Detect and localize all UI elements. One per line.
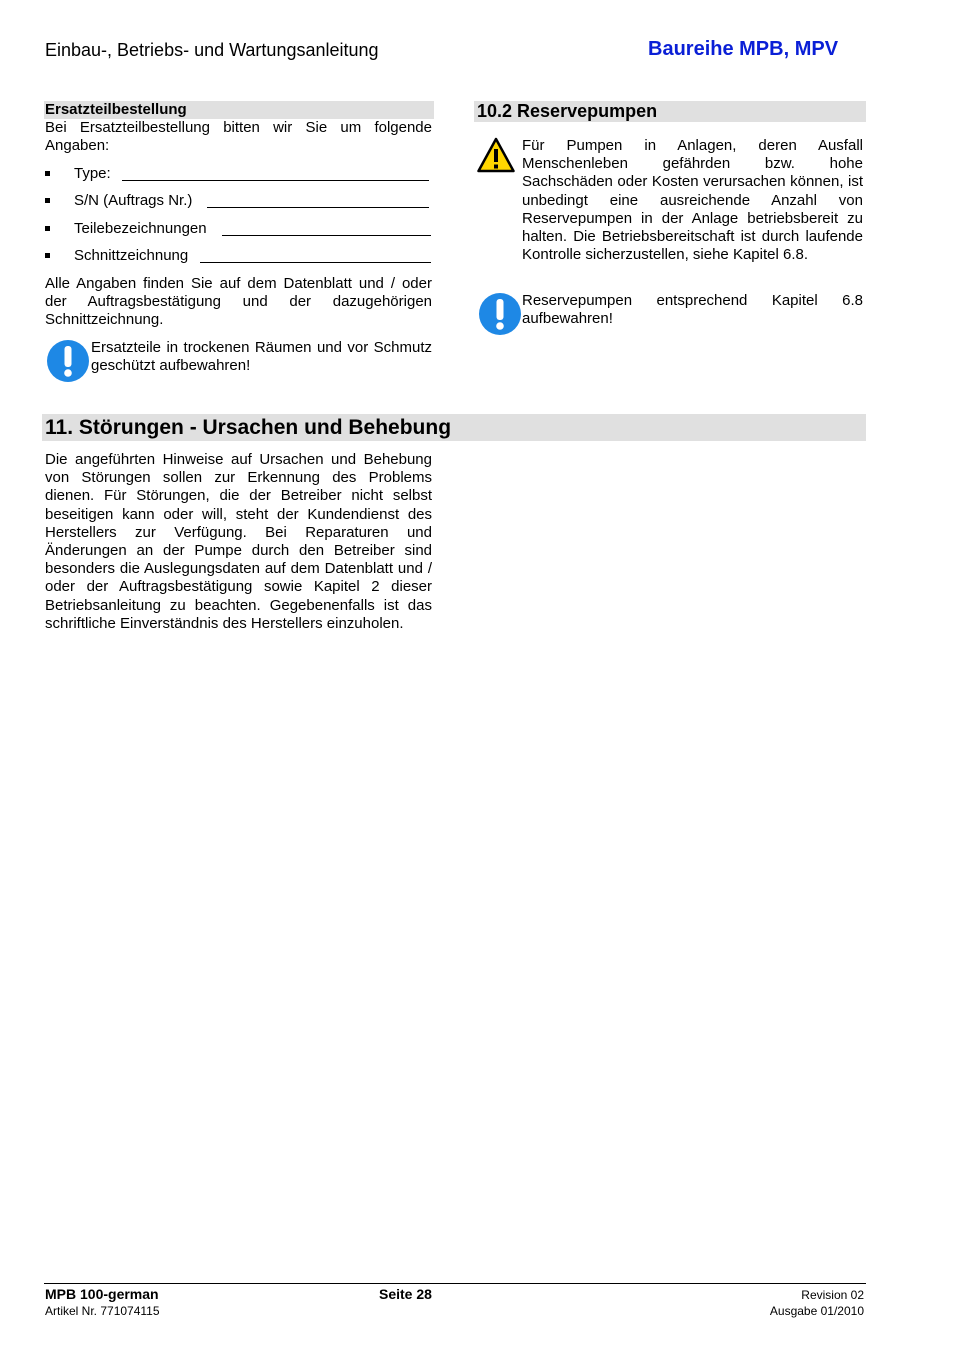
list-item bbox=[45, 165, 435, 185]
fill-in-line bbox=[207, 207, 429, 208]
footer-edition: Ausgabe 01/2010 bbox=[769, 1304, 864, 1318]
ersatzteil-note: Alle Angaben finden Sie auf dem Datenblatt und / oder der Auftragsbestätigung und der dazugehörigen Schnittzeichnung. bbox=[45, 275, 432, 329]
list-item bbox=[45, 192, 435, 212]
reserve-warning: Für Pumpen in Anlagen, deren Ausfall Menschenleben gefährden bzw. hohe Sachschäden oder Kosten verursachen können, ist unbedingt eine ausreichende Anzahl von Reservepumpen in der Anlage betriebsbereit zu halten. Die Betriebsbereitschaft ist durch laufende Kontrolle sicherzustellen, siehe Kapitel 6.8. bbox=[522, 137, 863, 264]
exclamation-circle-icon bbox=[46, 339, 90, 383]
reserve-heading: 10.2 Reservepumpen bbox=[474, 101, 866, 122]
list-item-label: Schnittzeichnung bbox=[74, 247, 189, 264]
ersatzteil-tip: Ersatzteile in trockenen Räumen und vor Schmutz geschützt aufbewahren! bbox=[91, 339, 432, 375]
ersatzteil-intro: Bei Ersatzteilbestellung bitten wir Sie um folgende Angaben: bbox=[45, 119, 432, 155]
bullet-icon bbox=[45, 198, 50, 203]
fill-in-line bbox=[222, 235, 431, 236]
reserve-tip: Reservepumpen entsprechend Kapitel 6.8 aufbewahren! bbox=[522, 292, 863, 328]
stoerungen-heading: 11. Störungen - Ursachen und Behebung bbox=[42, 414, 866, 441]
footer-article: Artikel Nr. 771074115 bbox=[45, 1304, 160, 1318]
list-item bbox=[45, 220, 435, 240]
document-title: Einbau-, Betriebs- und Wartungsanleitung bbox=[45, 40, 379, 60]
list-item-label: S/N (Auftrags Nr.) bbox=[74, 192, 193, 209]
stoerungen-text: Die angeführten Hinweise auf Ursachen und Behebung von Störungen sollen zur Erkennung des Problems dienen. Für Störungen, die der Betreiber nicht selbst beseitigen kann oder will, steht der Kundendienst des Herstellers zur Verfügung. Bei Reparaturen und Änderungen an der Pumpe durch den Betreiber sind besonders die Auslegungsdaten auf dem Datenblatt und / oder der Auftragsbestätigung sowie Kapitel 2 dieser Betriebsanleitung zu beachten. Gegebenenfalls ist das schriftliche Einverständnis des Herstellers einzuholen. bbox=[45, 451, 432, 632]
list-item-label: Teilebezeichnungen bbox=[74, 220, 207, 237]
footer-doc: MPB 100-german bbox=[45, 1286, 159, 1302]
bullet-icon bbox=[45, 253, 50, 258]
exclamation-circle-icon bbox=[478, 292, 522, 336]
series-title: Baureihe MPB, MPV bbox=[648, 38, 839, 60]
list-item bbox=[45, 247, 435, 267]
ersatzteil-heading: Ersatzteilbestellung bbox=[44, 101, 434, 119]
footer-page-number: Seite 28 bbox=[379, 1286, 432, 1302]
footer-revision: Revision 02 bbox=[801, 1288, 864, 1302]
fill-in-line bbox=[200, 262, 431, 263]
bullet-icon bbox=[45, 226, 50, 231]
list-item-label: Type: bbox=[74, 165, 111, 182]
warning-triangle-icon bbox=[477, 137, 515, 173]
bullet-icon bbox=[45, 171, 50, 176]
fill-in-line bbox=[122, 180, 429, 181]
footer-divider bbox=[44, 1283, 866, 1284]
